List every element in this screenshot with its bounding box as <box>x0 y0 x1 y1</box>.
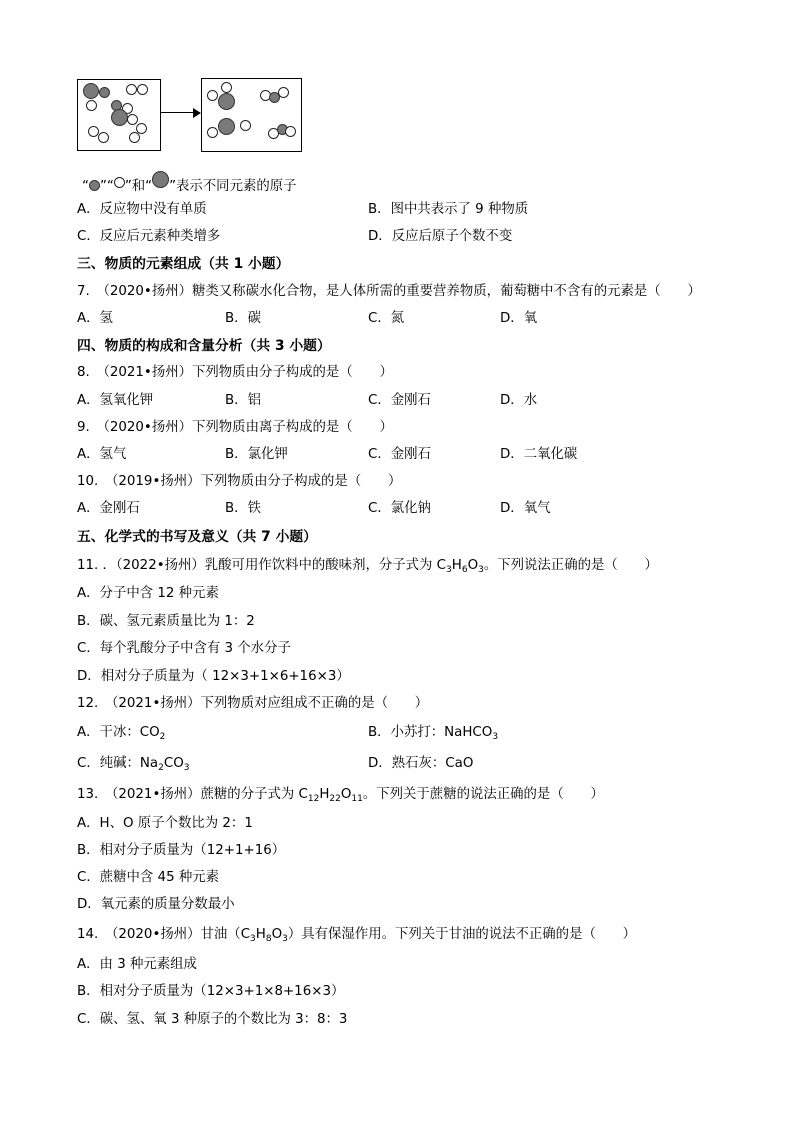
q9-option-b: B．氯化钾 <box>225 447 288 462</box>
q9-option-a: A．氢气 <box>77 447 127 462</box>
q10-option-b: B．铁 <box>225 501 261 516</box>
q11-option-a: A．分子中含 12 种元素 <box>77 586 219 601</box>
reaction-arrow <box>160 112 196 113</box>
white-atom <box>129 132 140 143</box>
q6-option-b: B．图中共表示了 9 种物质 <box>368 202 529 217</box>
legend-text: ”和“ <box>124 179 153 194</box>
subscript: 2 <box>158 763 164 773</box>
q13-option-b: B．相对分子质量为（12+1+16） <box>77 843 286 858</box>
white-atom <box>137 84 148 95</box>
q11-stem <box>77 557 658 575</box>
figure-legend <box>82 171 297 196</box>
q12-option-b <box>368 724 498 742</box>
q14-option-c: C．碳、氢、氧 3 种原子的个数比为 3：8：3 <box>77 1012 348 1027</box>
section-3-title: 三、物质的元素组成（共 1 小题） <box>77 256 290 272</box>
q8-option-c: C．金刚石 <box>368 393 431 408</box>
large-gray-atom <box>218 93 235 110</box>
legend-quote: “ <box>82 179 89 194</box>
q8-option-a: A．氢氧化钾 <box>77 393 154 408</box>
q12-stem: 12. （2021•扬州）下列物质对应组成不正确的是（ ） <box>77 696 429 711</box>
q12-option-a-text: A．干冰：CO <box>77 725 160 740</box>
white-atom <box>285 126 296 137</box>
q11-stem-text: 11. ．（2022•扬州）乳酸可用作饮料中的酸味剂，分子式为 C <box>77 558 447 573</box>
q8-option-b: B．铝 <box>225 393 261 408</box>
q13-stem <box>77 786 604 804</box>
formula-letter: CO <box>163 756 184 771</box>
q7-option-d: D．氧 <box>500 311 538 326</box>
q14-option-b: B．相对分子质量为（12×3+1×8+16×3） <box>77 984 345 999</box>
q10-option-c: C．氯化钠 <box>368 501 431 516</box>
q11-option-c: C．每个乳酸分子中含有 3 个水分子 <box>77 641 291 656</box>
q9-stem: 9. （2020•扬州）下列物质由离子构成的是（ ） <box>77 420 393 435</box>
subscript: 22 <box>329 794 341 804</box>
q9-option-c: C．金刚石 <box>368 447 431 462</box>
formula-letter: O <box>271 927 283 942</box>
subscript: 3 <box>492 732 499 742</box>
q14-option-a: A．由 3 种元素组成 <box>77 957 197 972</box>
q12-option-b-text: B．小苏打：NaHCO <box>368 725 493 740</box>
reactants-box <box>77 79 161 151</box>
legend-quote: ” <box>99 179 107 194</box>
legend-white-atom-icon <box>114 177 125 188</box>
subscript: 6 <box>461 565 468 575</box>
q11-option-d: D．相对分子质量为（ 12×3+1×6+16×3） <box>77 669 350 684</box>
q10-option-d: D．氧气 <box>500 501 551 516</box>
q8-option-d: D．水 <box>500 393 538 408</box>
q9-option-d: D．二氧化碳 <box>500 447 578 462</box>
q8-stem: 8. （2021•扬州）下列物质由分子构成的是（ ） <box>77 365 393 380</box>
legend-large-gray-atom-icon <box>152 171 169 188</box>
medium-gray-atom <box>83 83 99 99</box>
white-atom <box>221 82 232 93</box>
formula-letter: H <box>451 558 462 573</box>
q11-option-b: B．碳、氢元素质量比为 1：2 <box>77 614 255 629</box>
subscript: 12 <box>307 794 320 804</box>
q10-option-a: A．金刚石 <box>77 501 140 516</box>
q12-option-a <box>77 724 165 742</box>
large-gray-atom <box>218 118 235 135</box>
white-atom <box>207 90 218 101</box>
q14-stem-text: ）具有保湿作用。下列关于甘油的说法不正确的是（ ） <box>287 927 637 942</box>
formula-letter: H <box>319 787 330 802</box>
q12-option-d: D．熟石灰：CaO <box>368 756 474 771</box>
subscript: 3 <box>183 763 190 773</box>
subscript: 3 <box>282 934 288 944</box>
q7-stem: 7. （2020•扬州）糖类又称碳水化合物，是人体所需的重要营养物质，葡萄糖中不含有的元素是（ ） <box>77 284 701 299</box>
subscript: 2 <box>159 732 166 742</box>
q11-stem-text: 。下列说法正确的是（ ） <box>483 558 658 573</box>
section-5-title: 五、化学式的书写及意义（共 7 小题） <box>77 529 317 545</box>
q13-stem-text: 13. （2021•扬州）蔗糖的分子式为 C <box>77 787 308 802</box>
q7-option-a: A．氢 <box>77 311 113 326</box>
q10-stem: 10. （2019•扬州）下列物质由分子构成的是（ ） <box>77 474 402 489</box>
formula-letter: O <box>467 558 479 573</box>
q6-option-d: D．反应后原子个数不变 <box>368 229 513 244</box>
subscript: 3 <box>446 565 452 575</box>
white-atom <box>98 132 109 143</box>
legend-quote: “ <box>106 179 114 194</box>
white-atom <box>207 127 218 138</box>
subscript: 3 <box>250 934 256 944</box>
q13-option-a: A．H、O 原子个数比为 2：1 <box>77 816 253 831</box>
white-atom <box>126 84 137 95</box>
q6-option-c: C．反应后元素种类增多 <box>77 229 221 244</box>
subscript: 3 <box>478 565 484 575</box>
legend-text: ”表示不同元素的原子 <box>169 179 297 194</box>
q6-option-a: A．反应物中没有单质 <box>77 202 207 217</box>
large-gray-atom <box>111 109 128 126</box>
subscript: 11 <box>351 794 363 804</box>
legend-small-gray-atom-icon <box>89 180 100 191</box>
white-atom <box>127 114 138 125</box>
q14-stem-text: 14. （2020•扬州）甘油（C <box>77 927 251 942</box>
q13-option-d: D．氧元素的质量分数最小 <box>77 897 235 912</box>
q14-stem <box>77 926 636 944</box>
products-box <box>201 78 302 152</box>
q12-option-c <box>77 755 190 773</box>
q13-stem-text: 。下列关于蔗糖的说法正确的是（ ） <box>362 787 604 802</box>
subscript: 8 <box>265 934 272 944</box>
section-4-title: 四、物质的构成和含量分析（共 3 小题） <box>77 338 331 354</box>
q7-option-b: B．碳 <box>225 311 261 326</box>
q13-option-c: C．蔗糖中含 45 种元素 <box>77 870 220 885</box>
white-atom <box>278 87 289 98</box>
arrow-head <box>193 108 201 118</box>
white-atom <box>240 120 251 131</box>
formula-letter: H <box>255 927 266 942</box>
q7-option-c: C．氮 <box>368 311 405 326</box>
white-atom <box>86 100 97 111</box>
q12-option-c-text: C．纯碱：Na <box>77 756 159 771</box>
formula-letter: O <box>340 787 352 802</box>
small-gray-atom <box>99 87 110 98</box>
